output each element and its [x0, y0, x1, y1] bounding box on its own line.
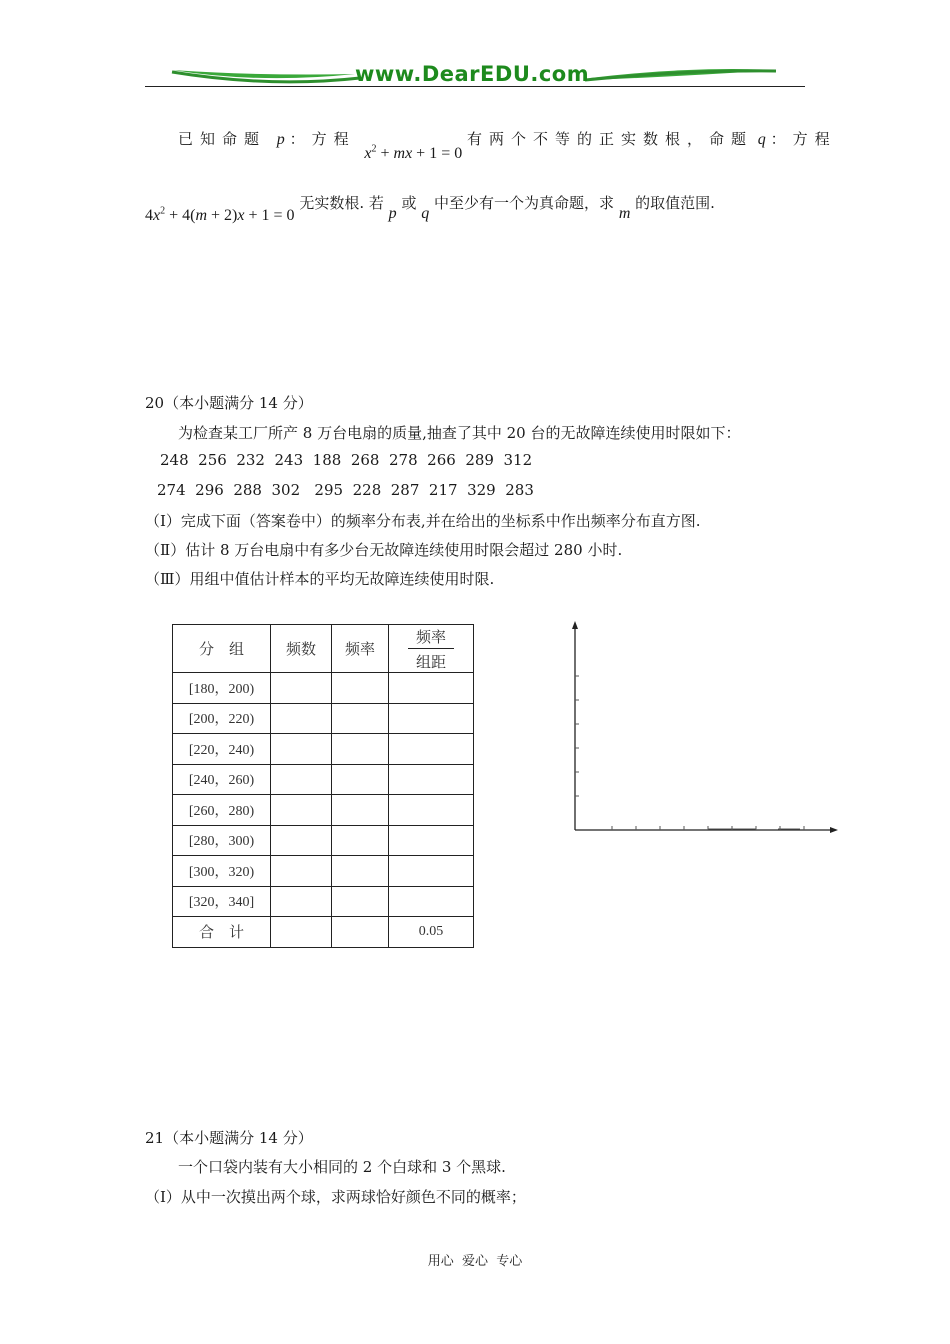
table-total-row: 合 计 0.05	[173, 917, 474, 948]
table-row: [200，220)	[173, 703, 474, 734]
problem20-heading: 20（本小题满分 14 分）	[145, 394, 313, 412]
problem21-part1: （Ⅰ）从中一次摸出两个球，求两球恰好颜色不同的概率；	[145, 1188, 526, 1206]
problem20-part3: （Ⅲ）用组中值估计样本的平均无故障连续使用时限.	[145, 570, 495, 588]
table-row: [260，280)	[173, 795, 474, 826]
problem20-intro: 为检查某工厂所产 8 万台电扇的质量,抽查了其中 20 台的无故障连续使用时限如下：	[178, 424, 741, 442]
total-density: 0.05	[389, 917, 474, 948]
problem19-line2: $4x^2 + 4(m + 2)x + 1 = 0$ 无实数根. 若 p 或 q 中至少有一个为真命题，求 m 的取值范围.	[145, 194, 715, 224]
header-count: 频数	[271, 625, 332, 673]
table-row: [280，300)	[173, 825, 474, 856]
problem20-data-row2: 274 296 288 302 295 228 287 217 329 283	[157, 481, 534, 499]
problem20-part1: （Ⅰ）完成下面（答案卷中）的频率分布表,并在给出的坐标系中作出频率分布直方图.	[145, 512, 701, 530]
problem19-line1: 已知命题 p ：方程 $x^2$ + mx + 1 = 0 有两个不等的正实数根，命题 q ：方程	[178, 130, 837, 162]
table-row: [300，320)	[173, 856, 474, 887]
table-row: [180，200)	[173, 673, 474, 704]
equation-q: $4x^2 + 4(m + 2)x + 1 = 0$	[145, 205, 295, 224]
logo-text: www.DearEDU.com	[355, 62, 590, 86]
page-footer: 用心 爱心 专心	[427, 1254, 523, 1269]
table-header-row	[173, 625, 474, 673]
histogram-axes	[560, 618, 845, 838]
frequency-table	[172, 624, 474, 948]
header-divider	[145, 86, 805, 87]
header-density: 频率 组距	[389, 625, 474, 673]
equation-p: $x^2$ + mx + 1 = 0	[364, 143, 463, 162]
problem20-part2: （Ⅱ）估计 8 万台电扇中有多少台无故障连续使用时限会超过 280 小时.	[145, 541, 623, 559]
problem21-heading: 21（本小题满分 14 分）	[145, 1129, 313, 1147]
table-row: [320，340]	[173, 886, 474, 917]
problem21-intro: 一个口袋内装有大小相同的 2 个白球和 3 个黑球.	[178, 1158, 506, 1176]
table-row: [240，260)	[173, 764, 474, 795]
header-group: 分 组	[173, 625, 271, 673]
table-row: [220，240)	[173, 734, 474, 765]
header-frequency: 频率	[332, 625, 389, 673]
problem20-data-row1: 248 256 232 243 188 268 278 266 289 312	[160, 451, 533, 469]
